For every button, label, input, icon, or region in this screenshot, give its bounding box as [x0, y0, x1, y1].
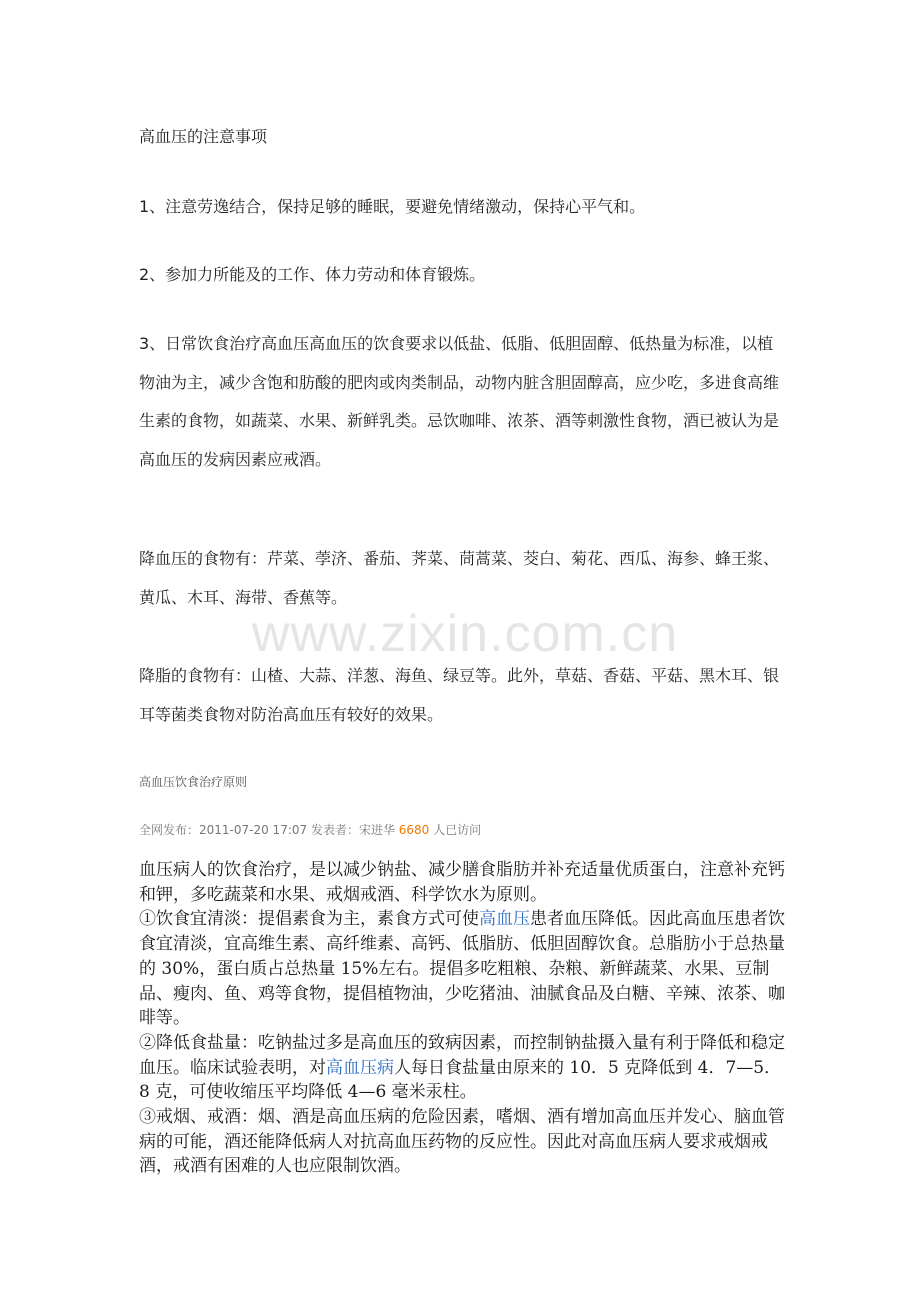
foods-lower-lipid: 降脂的食物有：山楂、大蒜、洋葱、海鱼、绿豆等。此外，草菇、香菇、平菇、黑木耳、银耳等菌类食物对防治高血压有较好的效果。 — [139, 666, 780, 724]
principle-1-text-b: 患者血压降低。因此高血压患者饮食宜清淡，宜高维生素、高纤维素、高钙、低脂肪、低胆固醇饮食。总脂肪小于总热量的 30%，蛋白质占总热量 15%左右。提倡多吃粗粮、杂粮、新鲜蔬菜、水果、豆制品、瘦肉、鱼、鸡等食物，提倡植物油，少吃猪油、油腻食品及白糖、辛辣、浓茶、咖啡等。 — [139, 909, 785, 1029]
article-body — [139, 858, 789, 1179]
meta-visits-label: 人已访问 — [429, 823, 482, 837]
section-title: 高血压的注意事项 — [139, 127, 268, 146]
principle-2-text-b: 人每日食盐量由原来的 10．5 克降低到 4．7—5．8 克，可使收缩压平均降低 4—6 毫米汞柱。 — [139, 1057, 782, 1103]
principle-3: ③戒烟、戒酒：烟、酒是高血压病的危险因素，嗜烟、酒有增加高血压并发心、脑血管病的可能，酒还能降低病人对抗高血压药物的反应性。因此对高血压病人要求戒烟戒酒，戒酒有困难的人也应限制饮酒。 — [139, 1107, 785, 1177]
principle-2 — [139, 1031, 789, 1105]
tip-item-1: 1、注意劳逸结合，保持足够的睡眠，要避免情绪激动，保持心平气和。 — [139, 197, 646, 216]
article-title: 高血压饮食治疗原则 — [139, 775, 248, 789]
watermark: www.zixin.com.cn — [251, 605, 679, 663]
visit-count: 6680 — [398, 823, 430, 837]
principle-2-text-a: ②降低食盐量：吃钠盐过多是高血压的致病因素，而控制钠盐摄入量有利于降低和稳定血压。临床试验表明，对 — [139, 1032, 785, 1078]
link-hypertension-disease[interactable]: 高血压病 — [326, 1057, 394, 1078]
foods-lower-bp: 降血压的食物有：芹菜、荸济、番茄、荠菜、茼蒿菜、茭白、菊花、西瓜、海参、蜂王浆、黄瓜、木耳、海带、香蕉等。 — [139, 549, 780, 607]
link-hypertension[interactable]: 高血压 — [479, 909, 530, 930]
tip-item-2: 2、参加力所能及的工作、体力劳动和体育锻炼。 — [139, 265, 486, 284]
article-intro: 血压病人的饮食治疗，是以减少钠盐、减少膳食脂肪并补充适量优质蛋白，注意补充钙和钾，多吃蔬菜和水果、戒烟戒酒、科学饮水为原则。 — [139, 860, 785, 905]
meta-publish-info: 全网发布：2011-07-20 17:07 发表者：宋进华 — [139, 823, 399, 837]
tip-item-3: 3、日常饮食治疗高血压高血压的饮食要求以低盐、低脂、低胆固醇、低热量为标准，以植物油为主，减少含饱和肪酸的肥肉或肉类制品，动物内脏含胆固醇高，应少吃，多进食高维生素的食物，如蔬菜、水果、新鲜乳类。忌饮咖啡、浓茶、酒等刺激性食物，酒已被认为是高血压的发病因素应戒酒。 — [139, 334, 780, 469]
article-meta — [139, 820, 481, 840]
principle-1 — [139, 907, 789, 1031]
principle-1-text-a: ①饮食宜清淡：提倡素食为主，素食方式可使 — [139, 909, 479, 930]
